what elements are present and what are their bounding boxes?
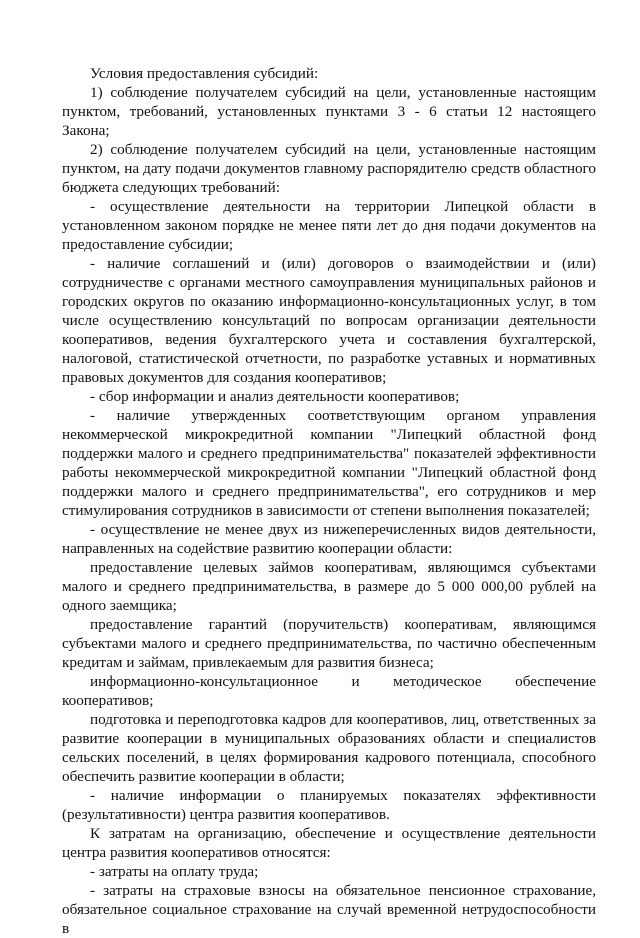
paragraph-requirement-analysis: - сбор информации и анализ деятельности кооперативов; [90,388,460,405]
paragraph-condition-1: 1) соблюдение получателем субсидий на цели, установленные настоящим пунктом, требований, установленных пунктами 3 - 6 статьи 12 настоящего Закона; [62,84,596,139]
paragraph-activity-loans: предоставление целевых займов кооперативам, являющимся субъектами малого и среднего предпринимательства, в размере до 5 000 000,00 рублей на одного заемщика; [62,559,596,614]
paragraph-activity-guarantees: предоставление гарантий (поручительств) кооперативам, являющимся субъектами малого и среднего предпринимательства, по частично обеспеченным кредитам и займам, привлекаемым для развития бизнеса; [62,616,596,671]
paragraph-subsidy-conditions-heading: Условия предоставления субсидий: [90,65,319,82]
paragraph-activity-training: подготовка и переподготовка кадров для кооперативов, лиц, ответственных за развитие кооперации в муниципальных образованиях области и специалистов сельских поселений, в целях формирования кадрового потенциала, способного обеспечить развитие кооперации в области; [62,711,596,785]
paragraph-condition-2: 2) соблюдение получателем субсидий на цели, установленные настоящим пунктом, на дату подачи документов главному распорядителю средств областного бюджета следующих требований: [62,141,596,196]
paragraph-cost-salary: - затраты на оплату труда; [90,863,259,880]
paragraph-costs-heading: К затратам на организацию, обеспечение и осуществление деятельности центра развития кооперативов относятся: [62,825,596,861]
paragraph-cost-insurance: - затраты на страховые взносы на обязательное пенсионное страхование, обязательное социальное страхование на случай временной нетрудоспособности в [62,882,596,937]
paragraph-requirement-efficiency-info: - наличие информации о планируемых показателях эффективности (результативности) центра развития кооперативов. [62,787,596,823]
paragraph-requirement-agreements: - наличие соглашений и (или) договоров о взаимодействии и (или) сотрудничестве с органами местного самоуправления муниципальных районов и городских округов по оказанию информационно-консультационных услуг, в том числе осуществлению консультаций по вопросам организации деятельности кооперативов, ведения бухгалтерского учета и составления бухгалтерской, налоговой, статистической отчетности, по разработке уставных и нормативных правовых документов для создания кооперативов; [62,255,596,386]
paragraph-activity-consulting: информационно-консультационное и методическое обеспечение кооперативов; [62,673,596,709]
paragraph-requirement-activities: - осуществление не менее двух из нижеперечисленных видов деятельности, направленных на содействие развитию кооперации области: [62,521,596,557]
paragraph-requirement-territory: - осуществление деятельности на территории Липецкой области в установленном законом порядке не менее пяти лет до дня подачи документов на предоставление субсидии; [62,198,596,253]
paragraph-requirement-indicators: - наличие утвержденных соответствующим органом управления некоммерческой микрокредитной компании "Липецкий областной фонд поддержки малого и среднего предпринимательства" показателей эффективности работы некоммерческой микрокредитной компании "Липецкий областной фонд поддержки малого и среднего предпринимательства", его сотрудников и мер стимулирования сотрудников в зависимости от степени выполнения показателей; [62,407,596,519]
document-page [62,64,596,938]
